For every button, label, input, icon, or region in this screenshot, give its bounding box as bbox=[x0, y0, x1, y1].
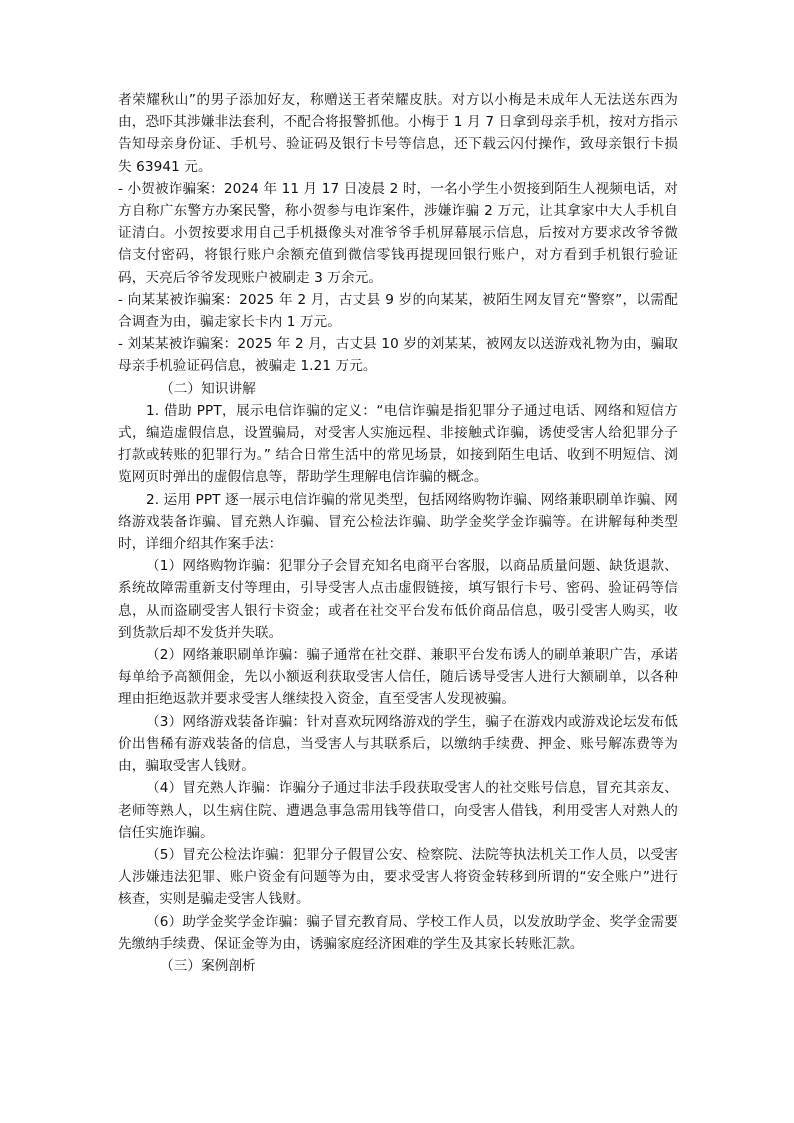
document-body bbox=[118, 89, 678, 977]
case-liu: - 刘某某被诈骗案：2025 年 2 月，古丈县 10 岁的刘某某，被网友以送游戏礼物为由，骗取母亲手机验证码信息，被骗走 1.21 万元。 bbox=[118, 336, 678, 375]
case-xiaohe: - 小贺被诈骗案：2024 年 11 月 17 日凌晨 2 时，一名小学生小贺接到陌生人视频电话，对方自称广东警方办案民警，称小贺参与电诈案件，涉嫌诈骗 2 万元，让其拿家中大人手机自证清白。小贺按要求用自己手机摄像头对准爷爷手机屏幕展示信息，后按对方要求改爷爷微信支付密码，将银行账户余额充值到微信零钱再提现回银行账户，对方看到手机银行验证码，天亮后爷爷发现账户被刷走 3 万余元。 bbox=[118, 180, 678, 286]
paragraph-definition: 1. 借助 PPT，展示电信诈骗的定义：“电信诈骗是指犯罪分子通过电话、网络和短信方式，编造虚假信息，设置骗局，对受害人实施远程、非接触式诈骗，诱使受害人给犯罪分子打款或转账的犯罪行为。” 结合日常生活中的常见场景，如接到陌生电话、收到不明短信、浏览网页时弹出的虚假信息等，帮助学生理解电信诈骗的概念。 bbox=[118, 402, 678, 486]
type-impersonate-acquaintance: （4）冒充熟人诈骗：诈骗分子通过非法手段获取受害人的社交账号信息，冒充其亲友、老师等熟人，以生病住院、遭遇急事急需用钱等借口，向受害人借钱，利用受害人对熟人的信任实施诈骗。 bbox=[118, 780, 678, 841]
paragraph-types: 2. 运用 PPT 逐一展示电信诈骗的常见类型，包括网络购物诈骗、网络兼职刷单诈骗、网络游戏装备诈骗、冒充熟人诈骗、冒充公检法诈骗、助学金奖学金诈骗等。在讲解每种类型时，详细介绍其作案手法： bbox=[118, 491, 678, 553]
case-xiaomei-continued: 者荣耀秋山”的男子添加好友，称赠送王者荣耀皮肤。对方以小梅是未成年人无法送东西为由，恐吓其涉嫌非法套利，不配合将报警抓他。小梅于 1 月 7 日拿到母亲手机，按对方指示告知母亲身份证、手机号、验证码及银行卡号等信息，还下载云闪付操作，致母亲银行卡损失 63941 元。 bbox=[118, 92, 678, 175]
type-part-time-brushing: （2）网络兼职刷单诈骗：骗子通常在社交群、兼职平台发布诱人的刷单兼职广告，承诺每单给予高额佣金，先以小额返利获取受害人信任，随后诱导受害人进行大额刷单，以各种理由拒绝返款并要求受害人继续投入资金，直至受害人发现被骗。 bbox=[118, 647, 678, 708]
type-scholarship: （6）助学金奖学金诈骗：骗子冒充教育局、学校工作人员，以发放助学金、奖学金需要先缴纳手续费、保证金等为由，诱骗家庭经济困难的学生及其家长转账汇款。 bbox=[118, 913, 678, 952]
case-xiang: - 向某某被诈骗案：2025 年 2 月，古丈县 9 岁的向某某，被陌生网友冒充“警察”，以需配合调查为由，骗走家长卡内 1 万元。 bbox=[118, 291, 678, 331]
section-heading-knowledge: （二）知识讲解 bbox=[160, 380, 256, 397]
type-impersonate-police: （5）冒充公检法诈骗：犯罪分子假冒公安、检察院、法院等执法机关工作人员，以受害人涉嫌违法犯罪、账户资金有问题等为由，要求受害人将资金转移到所谓的“安全账户”进行核查，实则是骗走受害人钱财。 bbox=[118, 846, 678, 908]
type-game-equipment: （3）网络游戏装备诈骗：针对喜欢玩网络游戏的学生，骗子在游戏内或游戏论坛发布低价出售稀有游戏装备的信息，当受害人与其联系后，以缴纳手续费、押金、账号解冻费等为由，骗取受害人钱财。 bbox=[118, 713, 678, 775]
type-online-shopping: （1）网络购物诈骗：犯罪分子会冒充知名电商平台客服，以商品质量问题、缺货退款、系统故障需重新支付等理由，引导受害人点击虚假链接，填写银行卡号、密码、验证码等信息，从而盗刷受害人银行卡资金；或者在社交平台发布低价商品信息，吸引受害人购买，收到货款后却不发货并失联。 bbox=[118, 558, 678, 641]
section-heading-case-analysis: （三）案例剖析 bbox=[160, 957, 256, 974]
